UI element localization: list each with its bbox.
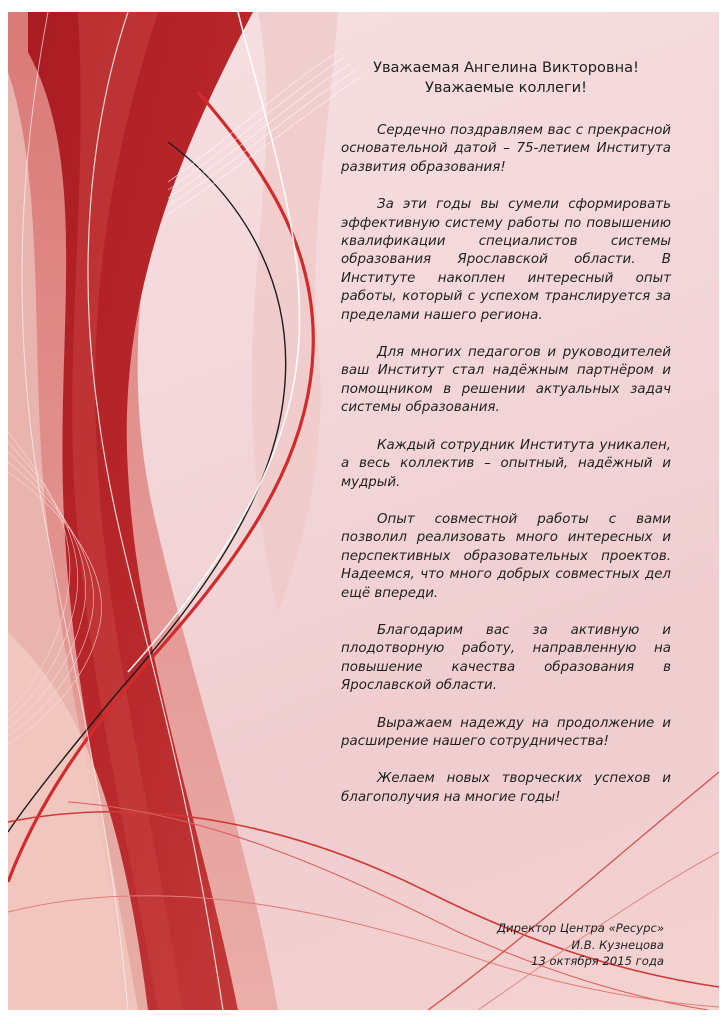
letter-page xyxy=(8,12,719,1010)
paragraph-congratulation: Сердечно поздравляем вас с прекрасной основательной датой – 75-летием Института развития образования! xyxy=(341,123,671,175)
letter-body xyxy=(341,58,671,826)
paragraph-projects: Опыт совместной работы с вами позволил реализовать много интересных и перспективных образовательных проектов. Надеемся, что много добрых совместных дел ещё впереди. xyxy=(341,511,671,601)
paragraph-partnership: Для многих педагогов и руководителей ваш Институт стал надёжным партнёром и помощником в решении актуальных задач системы образования. xyxy=(341,345,671,416)
greeting-line-1: Уважаемая Ангелина Викторовна! xyxy=(373,59,639,76)
greeting xyxy=(341,58,671,98)
paragraph-team: Каждый сотрудник Института уникален, а весь коллектив – опытный, надёжный и мудрый. xyxy=(341,437,671,490)
signature-block xyxy=(497,920,664,970)
signature-position: Директор Центра «Ресурс» xyxy=(497,921,664,935)
paragraph-wishes: Желаем новых творческих успехов и благополучия на многие годы! xyxy=(341,771,671,805)
paragraph-achievements: За эти годы вы сумели сформировать эффективную систему работы по повышению квалификации специалистов системы образования Ярославской области. В Институте накоплен интересный опыт работы, который с успехом транслируется за пределами нашего региона. xyxy=(341,197,671,323)
signature-name: И.В. Кузнецова xyxy=(571,937,664,952)
paragraph-gratitude: Благодарим вас за активную и плодотворную работу, направленную на повышение качества образования в Ярославской области. xyxy=(341,622,671,694)
signature-date: 13 октября 2015 года xyxy=(531,954,664,969)
paragraph-cooperation: Выражаем надежду на продолжение и расширение нашего сотрудничества! xyxy=(341,715,671,749)
greeting-line-2: Уважаемые коллеги! xyxy=(424,79,588,96)
